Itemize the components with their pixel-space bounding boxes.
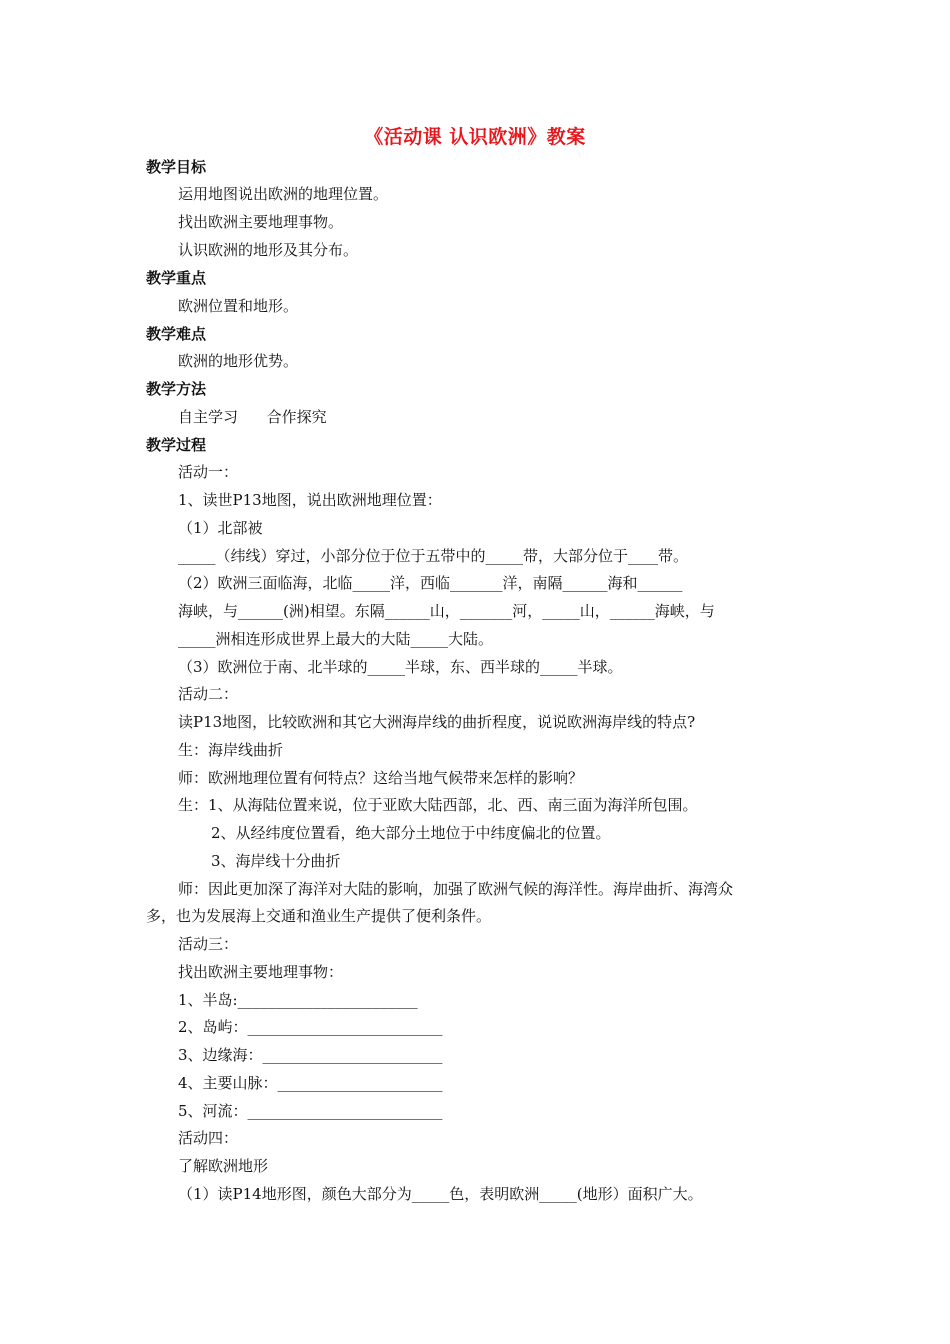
document-title: 《活动课 认识欧洲》教案 xyxy=(364,126,586,148)
list-item: 5、河流：__________________________ xyxy=(178,1102,443,1120)
list-item: 4、主要山脉：______________________ xyxy=(178,1074,443,1092)
goal-item: 找出欧洲主要地理事物。 xyxy=(178,213,344,231)
teacher-question: 师：欧洲地理位置有何特点？这给当地气候带来怎样的影响？ xyxy=(178,769,584,787)
activity2-question: 读P13地图，比较欧洲和其它大洲海岸线的曲折程度，说说欧洲海岸线的特点? xyxy=(178,713,696,731)
activity1-question: 1、读世P13地图，说出欧洲地理位置： xyxy=(178,491,442,509)
heading-key-points: 教学重点 xyxy=(146,269,207,287)
heading-process: 教学过程 xyxy=(146,436,207,454)
student-answer: 生：海岸线曲折 xyxy=(178,741,284,759)
activity1-part2: （2）欧洲三面临海，北临_____洋，西临_______洋，南隔______海和______ xyxy=(178,574,683,592)
list-item: 2、岛屿：__________________________ xyxy=(178,1018,443,1036)
activity2-label: 活动二： xyxy=(178,685,239,703)
method-text: 自主学习 合作探究 xyxy=(178,408,327,426)
heading-method: 教学方法 xyxy=(146,380,207,398)
activity3-label: 活动三： xyxy=(178,935,239,953)
difficulty-text: 欧洲的地形优势。 xyxy=(178,352,299,370)
heading-teaching-goals: 教学目标 xyxy=(146,158,207,176)
activity1-part2-cont: 海峡，与______(洲)相望。东隔______山，_______河，_____山，______海峡，与 xyxy=(178,602,715,620)
activity4-label: 活动四： xyxy=(178,1129,239,1147)
list-item: 1、半岛:________________________ xyxy=(178,991,418,1009)
heading-difficulty: 教学难点 xyxy=(146,325,207,343)
goal-item: 运用地图说出欧洲的地理位置。 xyxy=(178,185,389,203)
activity1-label: 活动一： xyxy=(178,463,239,481)
student-answer: 生：1、从海陆位置来说，位于亚欧大陆西部，北、西、南三面为海洋所包围。 xyxy=(178,796,698,814)
list-item: 3、边缘海：________________________ xyxy=(178,1046,443,1064)
teacher-summary: 师：因此更加深了海洋对大陆的影响，加强了欧洲气候的海洋性。海岸曲折、海湾众 xyxy=(178,880,734,898)
activity4-part1: （1）读P14地形图，颜色大部分为_____色，表明欧洲_____(地形）面积广大。 xyxy=(178,1185,703,1203)
activity1-part1-cont: _____（纬线）穿过，小部分位于位于五带中的_____带，大部分位于____带。 xyxy=(178,547,689,565)
student-answer: 3、海岸线十分曲折 xyxy=(211,852,341,870)
activity3-question: 找出欧洲主要地理事物： xyxy=(178,963,344,981)
activity4-question: 了解欧洲地形 xyxy=(178,1157,269,1175)
activity1-part1: （1）北部被 xyxy=(178,519,263,537)
goal-item: 认识欧洲的地形及其分布。 xyxy=(178,241,359,259)
activity1-part2-end: _____洲相连形成世界上最大的大陆_____大陆。 xyxy=(178,630,494,648)
student-answer: 2、从经纬度位置看，绝大部分土地位于中纬度偏北的位置。 xyxy=(211,824,611,842)
key-points-text: 欧洲位置和地形。 xyxy=(178,297,299,315)
teacher-summary-cont: 多，也为发展海上交通和渔业生产提供了便利条件。 xyxy=(146,907,492,925)
activity1-part3: （3）欧洲位于南、北半球的_____半球，东、西半球的_____半球。 xyxy=(178,658,623,676)
